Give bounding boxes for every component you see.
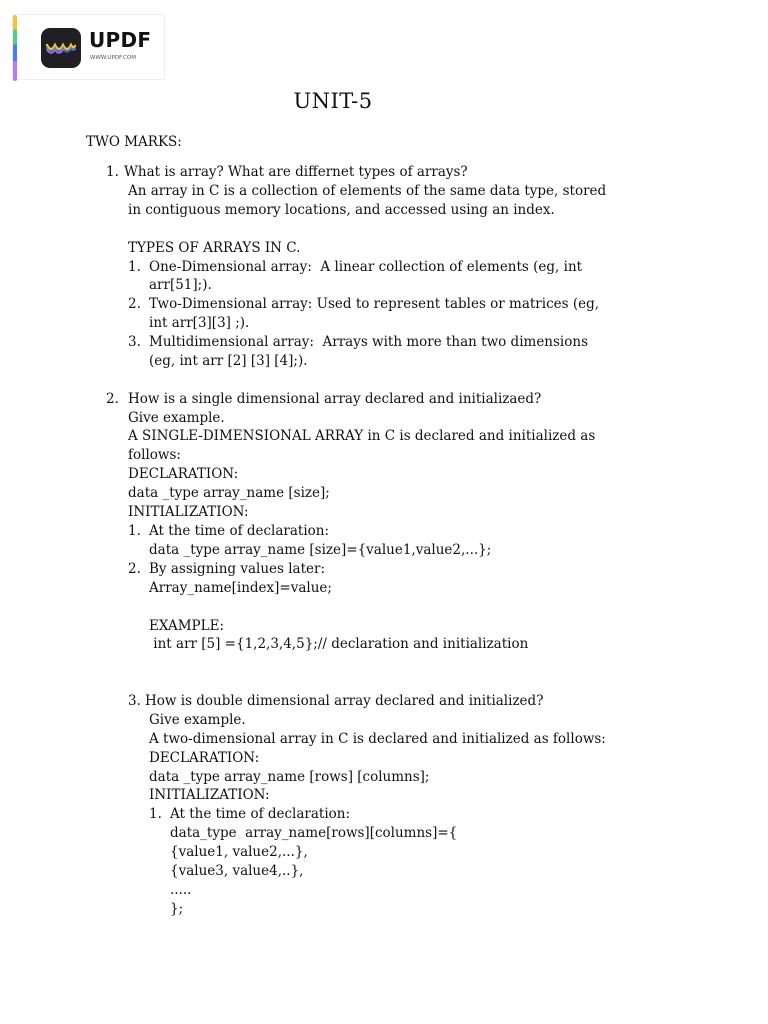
q3-item-number: 1.	[149, 806, 162, 822]
q3-declaration-syntax: data _type array_name [rows] [columns];	[149, 769, 430, 785]
q1-question: What is array? What are differnet types of arrays?	[124, 164, 468, 180]
type-number: 3.	[128, 334, 141, 350]
type-3-line-1: Multidimensional array: Arrays with more than two dimensions	[149, 334, 589, 350]
q2-example-code: int arr [5] ={1,2,3,4,5};// declaration and initialization	[149, 636, 529, 652]
updf-logo-card	[12, 14, 165, 80]
page-title: UNIT-5	[293, 89, 373, 113]
q2-item-2-line-1: By assigning values later:	[149, 561, 326, 577]
q2-initialization-label: INITIALIZATION:	[128, 504, 249, 520]
type-2-line-2: int arr[3][3] ;).	[149, 315, 250, 331]
q3-code-line-4: .....	[170, 882, 192, 898]
q3-question-line-1: How is double dimensional array declared and initialized?	[145, 693, 544, 709]
logo-name: UPDF	[89, 28, 152, 52]
q2-answer-line-2: follows:	[128, 447, 181, 463]
type-3-line-2: (eg, int arr [2] [3] [4];).	[149, 353, 308, 369]
updf-app-icon	[41, 28, 81, 68]
q2-declaration-syntax: data _type array_name [size];	[128, 485, 330, 501]
q2-question-line-1: How is a single dimensional array declared and initializaed?	[128, 391, 542, 407]
type-1-line-2: arr[51];).	[149, 277, 212, 293]
q3-item-line-1: At the time of declaration:	[170, 806, 351, 822]
q2-item-1-line-2: data _type array_name [size]={value1,value2,...};	[149, 542, 492, 558]
item-number: 2.	[128, 561, 141, 577]
q1-answer-line-1: An array in C is a collection of elements of the same data type, stored	[128, 183, 607, 199]
q3-code-line-2: {value1, value2,...},	[170, 844, 308, 860]
q2-answer-line-1: A SINGLE-DIMENSIONAL ARRAY in C is declared and initialized as	[128, 428, 596, 444]
q3-declaration-label: DECLARATION:	[149, 750, 260, 766]
type-2-line-1: Two-Dimensional array: Used to represent tables or matrices (eg,	[149, 296, 600, 312]
q1-answer-line-2: in contiguous memory locations, and accessed using an index.	[128, 202, 555, 218]
type-number: 1.	[128, 259, 141, 275]
section-heading: TWO MARKS:	[86, 134, 182, 150]
q3-initialization-label: INITIALIZATION:	[149, 787, 270, 803]
item-number: 1.	[128, 523, 141, 539]
q2-declaration-label: DECLARATION:	[128, 466, 239, 482]
type-number: 2.	[128, 296, 141, 312]
type-1-line-1: One-Dimensional array: A linear collection of elements (eg, int	[149, 259, 583, 275]
q2-item-1-line-1: At the time of declaration:	[149, 523, 330, 539]
q2-number: 2.	[106, 391, 119, 407]
q3-answer-line-1: A two-dimensional array in C is declared and initialized as follows:	[149, 731, 606, 747]
q3-code-line-5: };	[170, 901, 184, 917]
q3-number: 3.	[128, 693, 141, 709]
q2-example-label: EXAMPLE:	[149, 618, 225, 634]
logo-color-bar	[13, 15, 17, 81]
q2-question-line-2: Give example.	[128, 410, 225, 426]
q3-code-line-3: {value3, value4,..},	[170, 863, 304, 879]
q2-item-2-line-2: Array_name[index]=value;	[149, 580, 332, 596]
logo-url: WWW.UPDF.COM	[90, 55, 136, 61]
q1-types-heading: TYPES OF ARRAYS IN C.	[128, 240, 301, 256]
q3-code-line-1: data_type array_name[rows][columns]={	[170, 825, 458, 841]
q1-number: 1.	[106, 164, 119, 180]
q3-question-line-2: Give example.	[149, 712, 246, 728]
